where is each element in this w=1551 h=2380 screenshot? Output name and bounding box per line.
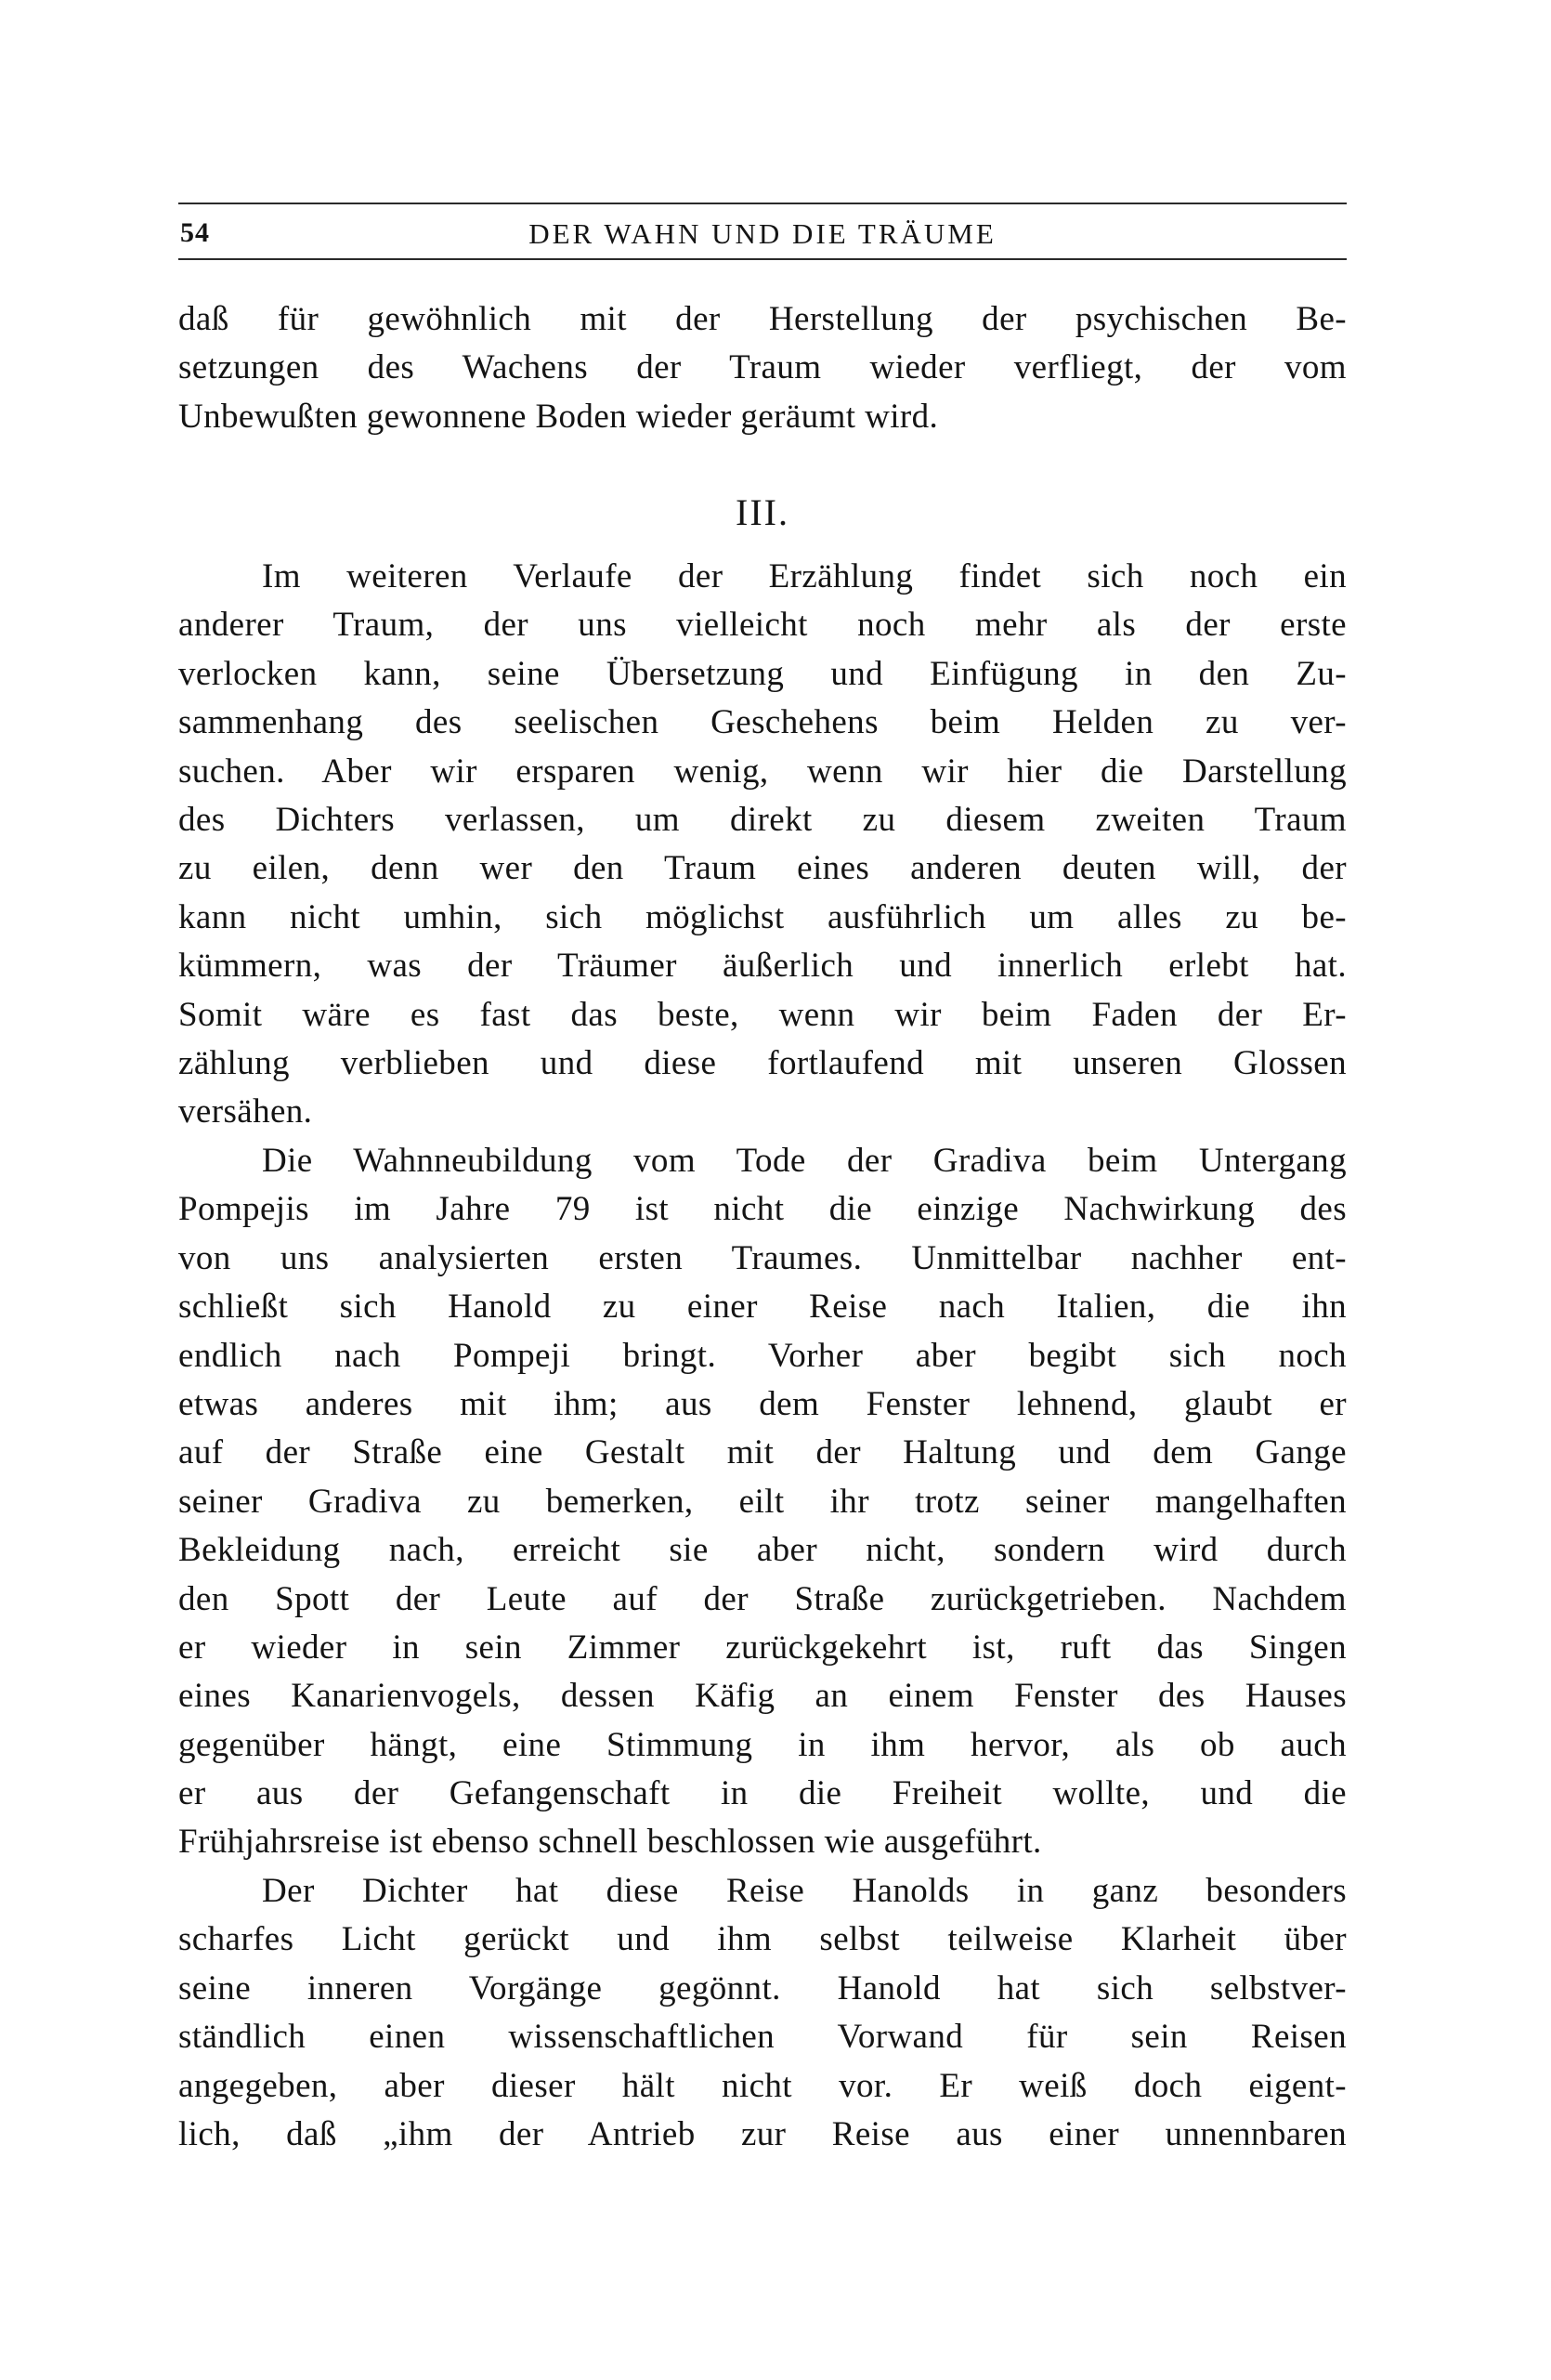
text-line: suchen. Aber wir ersparen wenig, wenn wir hier die Darstellung	[178, 752, 1347, 791]
text-line: des Dichters verlassen, um direkt zu diesem zweiten Traum	[178, 800, 1347, 839]
text-line: lich, daß „ihm der Antrieb zur Reise aus einer unnennbaren	[178, 2114, 1347, 2153]
text-line: seine inneren Vorgänge gegönnt. Hanold hat sich selbstver-	[178, 1968, 1347, 2007]
text-line: daß für gewöhnlich mit der Herstellung der psychischen Be-	[178, 300, 1347, 338]
text-line: Pompejis im Jahre 79 ist nicht die einzige Nachwirkung des	[178, 1190, 1347, 1229]
section-heading: III.	[736, 491, 789, 533]
text-line: kümmern, was der Träumer äußerlich und innerlich erlebt hat.	[178, 947, 1347, 986]
text-line: von uns analysierten ersten Traumes. Unmittelbar nachher ent-	[178, 1238, 1347, 1277]
text-line: er aus der Gefangenschaft in die Freiheit wollte, und die	[178, 1774, 1347, 1813]
running-header	[178, 203, 1347, 266]
header-top-rule	[178, 203, 1347, 204]
text-line: anderer Traum, der uns vielleicht noch mehr als der erste	[178, 606, 1347, 645]
page-number: 54	[180, 217, 210, 248]
paragraph-3	[178, 1867, 1347, 2159]
text-line: zählung verblieben und diese fortlaufend mit unseren Glossen	[178, 1043, 1347, 1082]
text-line: Unbewußten gewonnene Boden wieder geräumt wird.	[178, 397, 939, 436]
paragraph-1	[178, 553, 1347, 1137]
text-line: verlocken kann, seine Übersetzung und Einfügung in den Zu-	[178, 654, 1347, 693]
text-line: etwas anderes mit ihm; aus dem Fenster lehnend, glaubt er	[178, 1384, 1347, 1423]
text-line: den Spott der Leute auf der Straße zurückgetrieben. Nachdem	[178, 1579, 1347, 1618]
text-line: auf der Straße eine Gestalt mit der Haltung und dem Gange	[178, 1433, 1347, 1472]
header-bottom-rule	[178, 258, 1347, 260]
text-line: gegenüber hängt, eine Stimmung in ihm hervor, als ob auch	[178, 1725, 1347, 1764]
intro-paragraph	[178, 295, 1347, 441]
text-line: angegeben, aber dieser hält nicht vor. Er weiß doch eigent-	[178, 2066, 1347, 2105]
text-line: seiner Gradiva zu bemerken, eilt ihr trotz seiner mangelhaften	[178, 1482, 1347, 1521]
text-line: eines Kanarienvogels, dessen Käfig an einem Fenster des Hauses	[178, 1677, 1347, 1716]
running-title: DER WAHN UND DIE TRÄUME	[528, 217, 997, 250]
text-line: Im weiteren Verlaufe der Erzählung findet sich noch ein	[262, 557, 1347, 595]
text-line: Die Wahnneubildung vom Tode der Gradiva beim Untergang	[262, 1142, 1347, 1180]
paragraph-2	[178, 1137, 1347, 1867]
text-line: Somit wäre es fast das beste, wenn wir beim Faden der Er-	[178, 995, 1347, 1034]
text-line: scharfes Licht gerückt und ihm selbst teilweise Klarheit über	[178, 1920, 1347, 1959]
text-line: zu eilen, denn wer den Traum eines anderen deuten will, der	[178, 849, 1347, 888]
text-line: endlich nach Pompeji bringt. Vorher aber begibt sich noch	[178, 1336, 1347, 1375]
text-line: kann nicht umhin, sich möglichst ausführlich um alles zu be-	[178, 897, 1347, 936]
text-line: er wieder in sein Zimmer zurückgekehrt ist, ruft das Singen	[178, 1628, 1347, 1667]
text-line: setzungen des Wachens der Traum wieder verfliegt, der vom	[178, 348, 1347, 387]
text-line: Frühjahrsreise ist ebenso schnell beschlossen wie ausgeführt.	[178, 1823, 1042, 1862]
text-line: Bekleidung nach, erreicht sie aber nicht, sondern wird durch	[178, 1531, 1347, 1570]
text-line: versähen.	[178, 1092, 313, 1131]
text-line: Der Dichter hat diese Reise Hanolds in ganz besonders	[262, 1872, 1347, 1910]
text-line: sammenhang des seelischen Geschehens beim Helden zu ver-	[178, 703, 1347, 742]
text-line: ständlich einen wissenschaftlichen Vorwand für sein Reisen	[178, 2018, 1347, 2057]
text-line: schließt sich Hanold zu einer Reise nach Italien, die ihn	[178, 1288, 1347, 1327]
